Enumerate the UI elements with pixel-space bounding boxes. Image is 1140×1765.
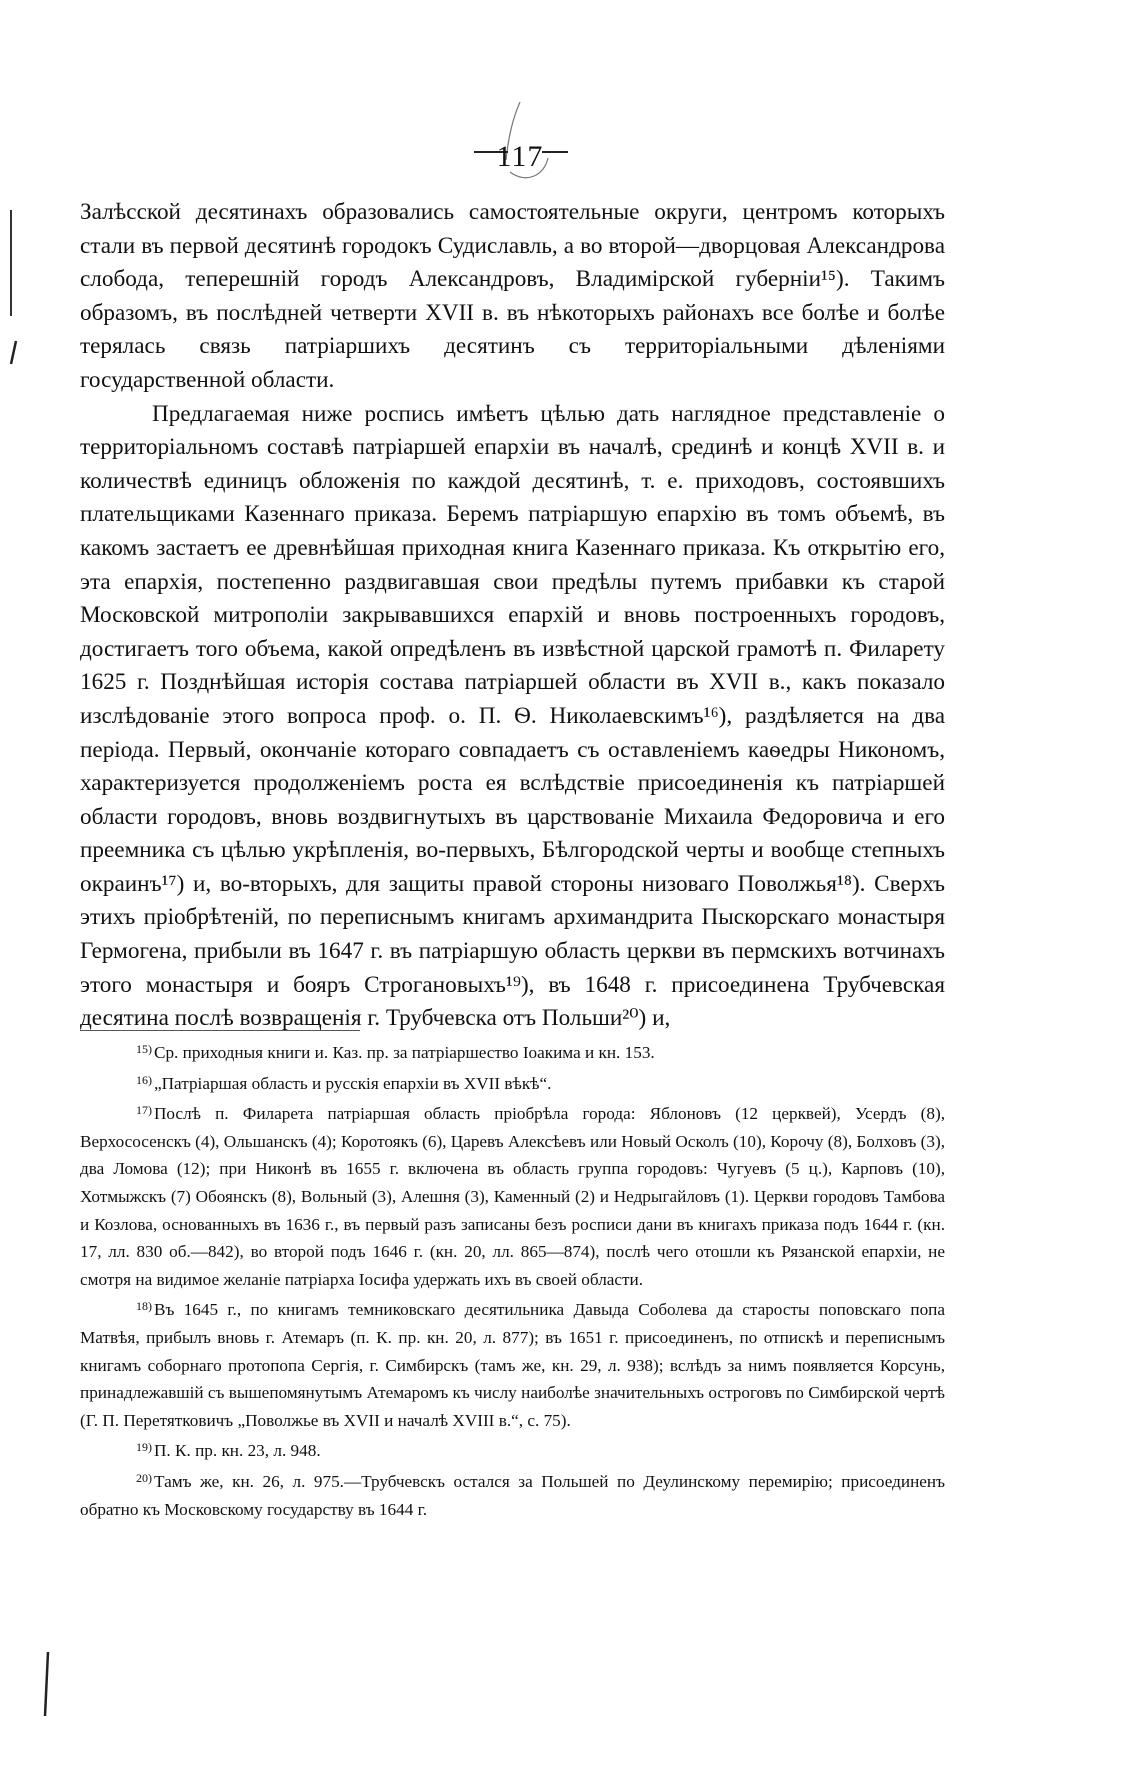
- main-text: [80, 196, 945, 1036]
- footnote-text: Въ 1645 г., по книгамъ темниковскаго десятильника Давыда Соболева да старосты поповскаго попа Матвѣя, прибылъ вновь г. Атемаръ (п. К. пр. кн. 20, л. 877); въ 1651 г. присоединенъ, по отпискѣ и переписнымъ книгамъ соборнаго протопопа Сергія, г. Симбирскъ (тамъ же, кн. 29, л. 938); вслѣдъ за нимъ появляется Корсунь, принадлежавшій съ вышепомянутымъ Атемаромъ къ числу наиболѣе значительныхъ остроговъ по Симбирской чертѣ (Г. П. Перетятковичъ „Поволжье въ XVII и началѣ XVIII в.“, с. 75).: [80, 1300, 945, 1430]
- footnote-text: Тамъ же, кн. 26, л. 975.—Трубчевскъ остался за Польшей по Деулинскому перемирію; присоединенъ обратно къ Московскому государству въ 1644 г.: [80, 1471, 945, 1519]
- footnote-19: [80, 1434, 945, 1465]
- footnote-text: Ср. приходныя книги и. Каз. пр. за патріаршество Іоакима и кн. 153.: [154, 1043, 655, 1062]
- footnote-separator: [80, 1030, 360, 1031]
- footnote-15: [80, 1036, 945, 1067]
- margin-bottom-mark: [40, 1650, 54, 1720]
- footnote-text: „Патріаршая область и русскія епархіи въ XVII вѣкѣ“.: [154, 1073, 552, 1093]
- footnote-20: [80, 1465, 945, 1523]
- paragraph-2: Предлагаемая ниже роспись имѣетъ цѣлью дать наглядное представленіе о территоріальномъ составѣ патріаршей епархіи въ началѣ, срединѣ и концѣ XVII в. и количествѣ единицъ обложенія по каждой десятинѣ, т. е. приходовъ, состоявшихъ плательщиками Казеннаго приказа. Беремъ патріаршую епархію въ томъ объемѣ, въ какомъ застаетъ ее древнѣйшая приходная книга Казеннаго приказа. Къ открытію его, эта епархія, постепенно раздвигавшая свои предѣлы путемъ прибавки къ старой Московской митрополіи закрывавшихся епархій и вновь построенныхъ городовъ, достигаетъ того объема, какой опредѣленъ въ извѣстной царской грамотѣ п. Филарету 1625 г. Позднѣйшая исторія состава патріаршей области въ XVII в., какъ показало изслѣдованіе этого вопроса проф. о. П. Ѳ. Николаевскимъ¹⁶), раздѣляется на два періода. Первый, окончаніе котораго совпадаетъ съ оставленіемъ каѳедры Никономъ, характеризуется продолженіемъ роста ея вслѣдствіе присоединенія къ патріаршей области городовъ, вновь воздвигнутыхъ въ царствованіе Михаила Федоровича и его преемника съ цѣлью укрѣпленія, во-первыхъ, Бѣлгородской черты и вообще степныхъ окраинъ¹⁷) и, во-вторыхъ, для защиты правой стороны низоваго Поволжья¹⁸). Сверхъ этихъ пріобрѣтеній, по переписнымъ книгамъ архимандрита Пыскорскаго монастыря Гермогена, прибыли въ 1647 г. въ патріаршую область церкви въ пермскихъ вотчинахъ этого монастыря и бояръ Строгановыхъ¹⁹), въ 1648 г. присоединена Трубчевская десятина послѣ возвращенія г. Трубчевска отъ Польши²⁰) и,: [80, 400, 945, 1032]
- page-number: 117: [496, 140, 544, 173]
- footnote-16: [80, 1067, 945, 1098]
- footnote-text: Послѣ п. Филарета патріаршая область пріобрѣла города: Яблоновъ (12 церквей), Усердъ (8), Верхососенскъ (4), Ольшанскъ (4); Коротоякъ (6), Царевъ Алексѣевъ или Новый Осколъ (10), Корочу (8), Болховъ (3), два Ломова (12); при Никонѣ въ 1655 г. включена въ область группа городовъ: Чугуевъ (5 ц.), Карповъ (10), Хотмыжскъ (7) Обоянскъ (8), Вольный (3), Алешня (3), Каменный (2) и Недрыгайловъ (1). Церкви городовъ Тамбова и Козлова, основанныхъ въ 1636 г., въ первый разъ записаны безъ росписи дани въ книгахъ приказа подъ 1644 г. (кн. 17, лл. 830 об.—842), во второй подъ 1646 г. (кн. 20, лл. 865—874), послѣ чего отошли къ Рязанской епархіи, не смотря на видимое желаніе патріарха Іосифа удержать ихъ въ своей области.: [80, 1104, 945, 1289]
- footnote-number: 18): [136, 1299, 152, 1314]
- footnote-number: 15): [136, 1042, 152, 1056]
- footnote-18: [80, 1293, 945, 1434]
- paragraph-1: Залѣсской десятинахъ образовались самостоятельные округи, центромъ которыхъ стали въ первой десятинѣ городокъ Судиславль, а во второй—дворцовая Александрова слобода, теперешній городъ Александровъ, Владимірской губерніи¹⁵). Такимъ образомъ, въ послѣдней четверти XVII в. въ нѣкоторыхъ районахъ все болѣе и болѣе терялась связь патріаршихъ десятинъ съ территоріальными дѣленіями государственной области.: [80, 199, 945, 393]
- margin-tick-mark: [6, 338, 20, 368]
- footnote-number: 19): [136, 1440, 152, 1455]
- footnote-number: 17): [136, 1103, 152, 1118]
- footnote-number: 16): [136, 1072, 152, 1087]
- footnote-text: П. К. пр. кн. 23, л. 948.: [154, 1441, 321, 1461]
- footnote-17: [80, 1097, 945, 1293]
- margin-line-mark: [4, 208, 18, 318]
- footnotes: [80, 1036, 945, 1523]
- footnote-number: 20): [136, 1470, 152, 1485]
